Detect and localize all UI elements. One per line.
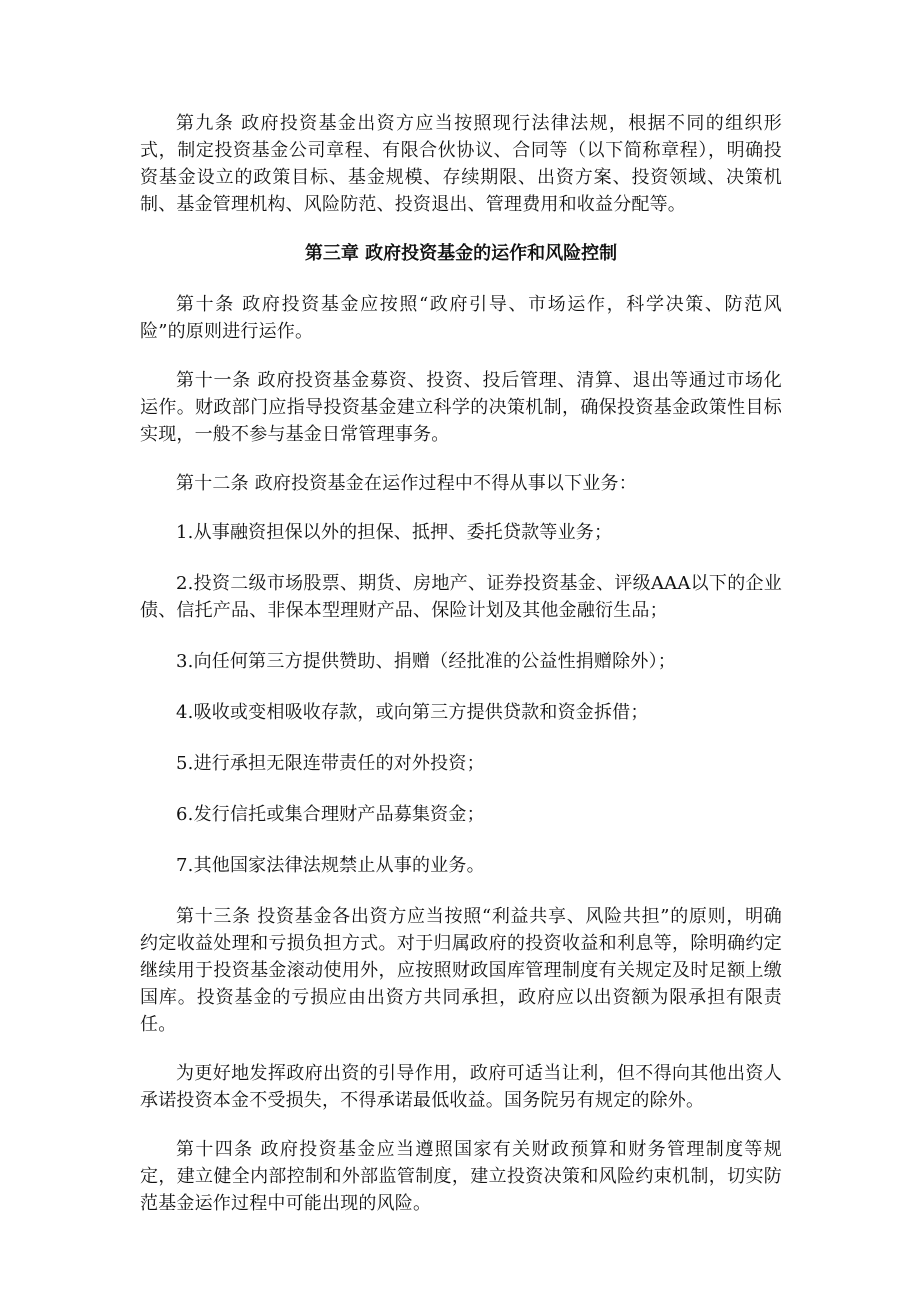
article-10-paragraph: 第十条 政府投资基金应按照“政府引导、市场运作，科学决策、防范风险”的原则进行运作。 <box>140 294 782 342</box>
article-12-paragraph: 第十二条 政府投资基金在运作过程中不得从事以下业务： <box>176 473 637 494</box>
article-12-item-6: 6.发行信托或集合理财产品募集资金； <box>176 804 485 825</box>
article-11-paragraph: 第十一条 政府投资基金募资、投资、投后管理、清算、退出等通过市场化运作。财政部门应指导投资基金建立科学的决策机制，确保投资基金政策性目标实现，一般不参与基金日常管理事务。 <box>140 370 782 445</box>
article-12-item-7: 7.其他国家法律法规禁止从事的业务。 <box>176 855 485 876</box>
article-12-item-5: 5.进行承担无限连带责任的对外投资； <box>176 753 485 774</box>
article-14-paragraph: 第十四条 政府投资基金应当遵照国家有关财政预算和财务管理制度等规定，建立健全内部控制和外部监管制度，建立投资决策和风险约束机制，切实防范基金运作过程中可能出现的风险。 <box>140 1139 782 1214</box>
chapter-3-heading: 第三章 政府投资基金的运作和风险控制 <box>304 243 618 264</box>
document-body <box>140 110 782 1239</box>
article-9-paragraph: 第九条 政府投资基金出资方应当按照现行法律法规，根据不同的组织形式，制定投资基金公司章程、有限合伙协议、合同等（以下简称章程），明确投资基金设立的政策目标、基金规模、存续期限、出资方案、投资领域、决策机制、基金管理机构、风险防范、投资退出、管理费用和收益分配等。 <box>140 113 782 215</box>
article-12-item-3: 3.向任何第三方提供赞助、捐赠（经批准的公益性捐赠除外）； <box>176 651 676 672</box>
article-13-supplement-paragraph: 为更好地发挥政府出资的引导作用，政府可适当让利，但不得向其他出资人承诺投资本金不受损失，不得承诺最低收益。国务院另有规定的除外。 <box>140 1063 782 1111</box>
article-13-paragraph: 第十三条 投资基金各出资方应当按照“利益共享、风险共担”的原则，明确约定收益处理和亏损负担方式。对于归属政府的投资收益和利息等，除明确约定继续用于投资基金滚动使用外，应按照财政国库管理制度有关规定及时足额上缴国库。投资基金的亏损应由出资方共同承担，政府应以出资额为限承担有限责任。 <box>140 906 782 1035</box>
article-12-item-2: 2.投资二级市场股票、期货、房地产、证券投资基金、评级AAA以下的企业债、信托产品、非保本型理财产品、保险计划及其他金融衍生品； <box>140 573 782 621</box>
article-12-item-4: 4.吸收或变相吸收存款，或向第三方提供贷款和资金拆借； <box>176 702 649 723</box>
article-12-item-1: 1.从事融资担保以外的担保、抵押、委托贷款等业务； <box>176 522 613 543</box>
